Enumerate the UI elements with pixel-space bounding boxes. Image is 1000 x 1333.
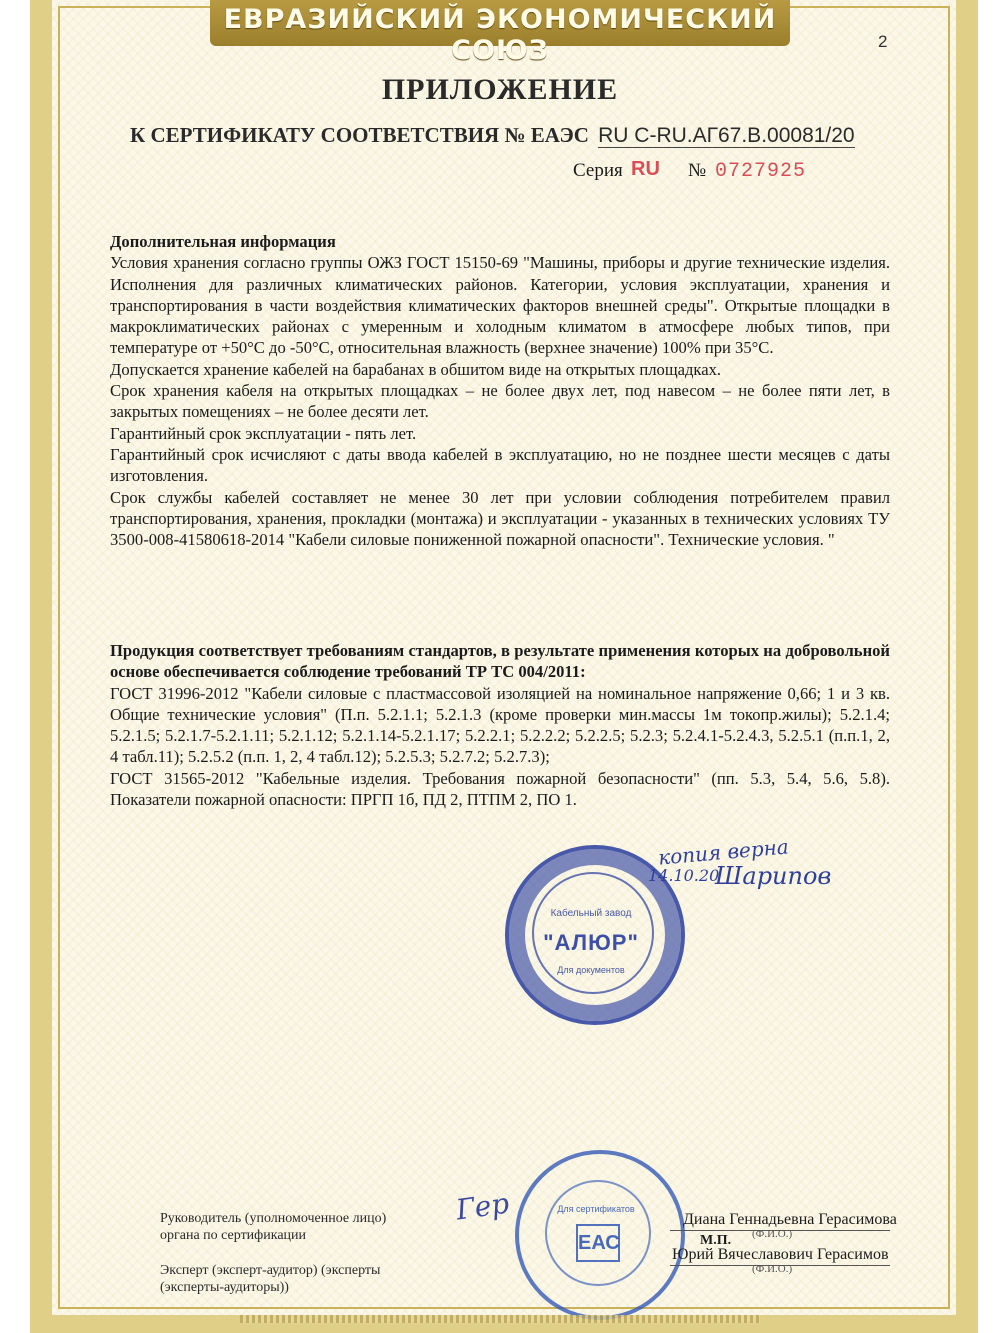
paragraph-gost-31996: ГОСТ 31996-2012 "Кабели силовые с пластмассовой изоляцией на номинальное напряжение 0,66; 1 и 3 кв. Общие технические условия" (П.п. 5.2.1.1; 5.2.1.3 (кроме проверки мин.массы 1м токопр.жилы); 5.2.1.4; 5.2.1.5; 5.2.1.7-5.2.1.11; 5.2.1.12; 5.2.1.14-5.2.1.17; 5.2.2.1; 5.2.2.2; 5.2.2.5; 5.2.3; 5.2.4.1-5.2.4.3, 5.2.5.1 (п.п.1, 2, 4 табл.11); 5.2.5.2 (п.п. 1, 2, 4 табл.12); 5.2.5.3; 5.2.7.2; 5.2.7.3); [110,683,890,767]
standards-heading: Продукция соответствует требованиям стандартов, в результате применения которых на добровольной основе обеспечивается соблюдение требований ТР ТС 004/2011: [110,641,890,682]
certificate-line [130,123,855,148]
page-number: 2 [878,32,888,51]
paragraph-service-life: Срок службы кабелей составляет не менее 30 лет при условии соблюдения потребителем правил транспортирования, хранения, прокладки (монтажа) и эксплуатации - указанных в технических условиях ТУ 3500-008-41580618-2014 "Кабели силовые пониженной пожарной опасности". Технические условия. " [110,487,890,550]
series-number: 0727925 [715,160,807,183]
company-stamp-top-text: Кабельный завод [550,908,632,919]
company-stamp-name: "АЛЮР" [543,930,639,955]
head-role-caption: (Ф.И.О.) [752,1228,793,1240]
series-label: Серия [573,160,623,181]
certificate-prefix: К СЕРТИФИКАТУ СООТВЕТСТВИЯ № ЕАЭС [130,123,589,147]
number-label: № [688,160,707,181]
standards-section [110,640,890,810]
head-signature: Гер [453,1186,512,1227]
additional-info-section [110,231,890,550]
expert-role-caption: (Ф.И.О.) [752,1263,793,1275]
document-title: ПРИЛОЖЕНИЕ [381,73,619,106]
union-title: ЕВРАЗИЙСКИЙ ЭКОНОМИЧЕСКИЙ СОЮЗ [223,4,777,66]
expert-name: Юрий Вячеславович Герасимов [672,1246,889,1263]
eac-mark-icon: ЕАС [576,1224,620,1262]
seal-place-label: М.П. [700,1233,732,1248]
additional-info-heading: Дополнительная информация [110,232,336,251]
copy-certified-note: копия верна [657,834,790,870]
paragraph-storage-term: Срок хранения кабеля на открытых площадках – не более двух лет, под навесом – не более пяти лет, в закрытых помещениях – не более десяти лет. [110,381,890,422]
microtext-footer-strip [240,1315,760,1323]
head-name: Диана Геннадьевна Герасимова [683,1211,897,1228]
copy-date: 14.10.20 [648,866,720,885]
paragraph-warranty-start: Гарантийный срок исчисляют с даты ввода кабелей в эксплуатацию, но не позднее шести месяцев с даты изготовления. [110,444,890,486]
certification-body-stamp-caption: Для сертификатов [557,1204,635,1214]
series-code: RU [631,158,660,180]
head-label: Руководитель (уполномоченное лицо) органа по сертификации [160,1211,387,1243]
company-stamp-bottom-text: Для документов [557,965,625,975]
certificate-number: RU C-RU.АГ67.В.00081/20 [598,124,855,147]
paragraph-storage-conditions: Условия хранения согласно группы ОЖЗ ГОСТ 15150-69 "Машины, приборы и другие технические изделия. Исполнения для различных климатических районов. Категории, условия эксплуатации, хранения и транспортирования в части воздействия климатических факторов внешней среды". Открытые площадки в макроклиматических районах с умеренным и холодным климатом в атмосфере любых типов, при температуре от +50°С до -50°С, относительная влажность (верхнее значение) 100% при 35°С. [110,253,890,358]
paragraph-warranty: Гарантийный срок эксплуатации - пять лет. [110,423,417,443]
paragraph-gost-31565: ГОСТ 31565-2012 "Кабельные изделия. Требования пожарной безопасности" (пп. 5.3, 5.4, 5.6, 5.8). Показатели пожарной опасности: ПРГП 1б, ПД 2, ПТПМ 2, ПО 1. [110,768,890,810]
copy-signature: Шарипов [715,862,832,890]
paragraph-drum-storage: Допускается хранение кабелей на барабанах в обшитом виде на открытых площадках. [110,359,722,379]
expert-label: Эксперт (эксперт-аудитор) (эксперты (эксперты-аудиторы)) [160,1263,381,1295]
